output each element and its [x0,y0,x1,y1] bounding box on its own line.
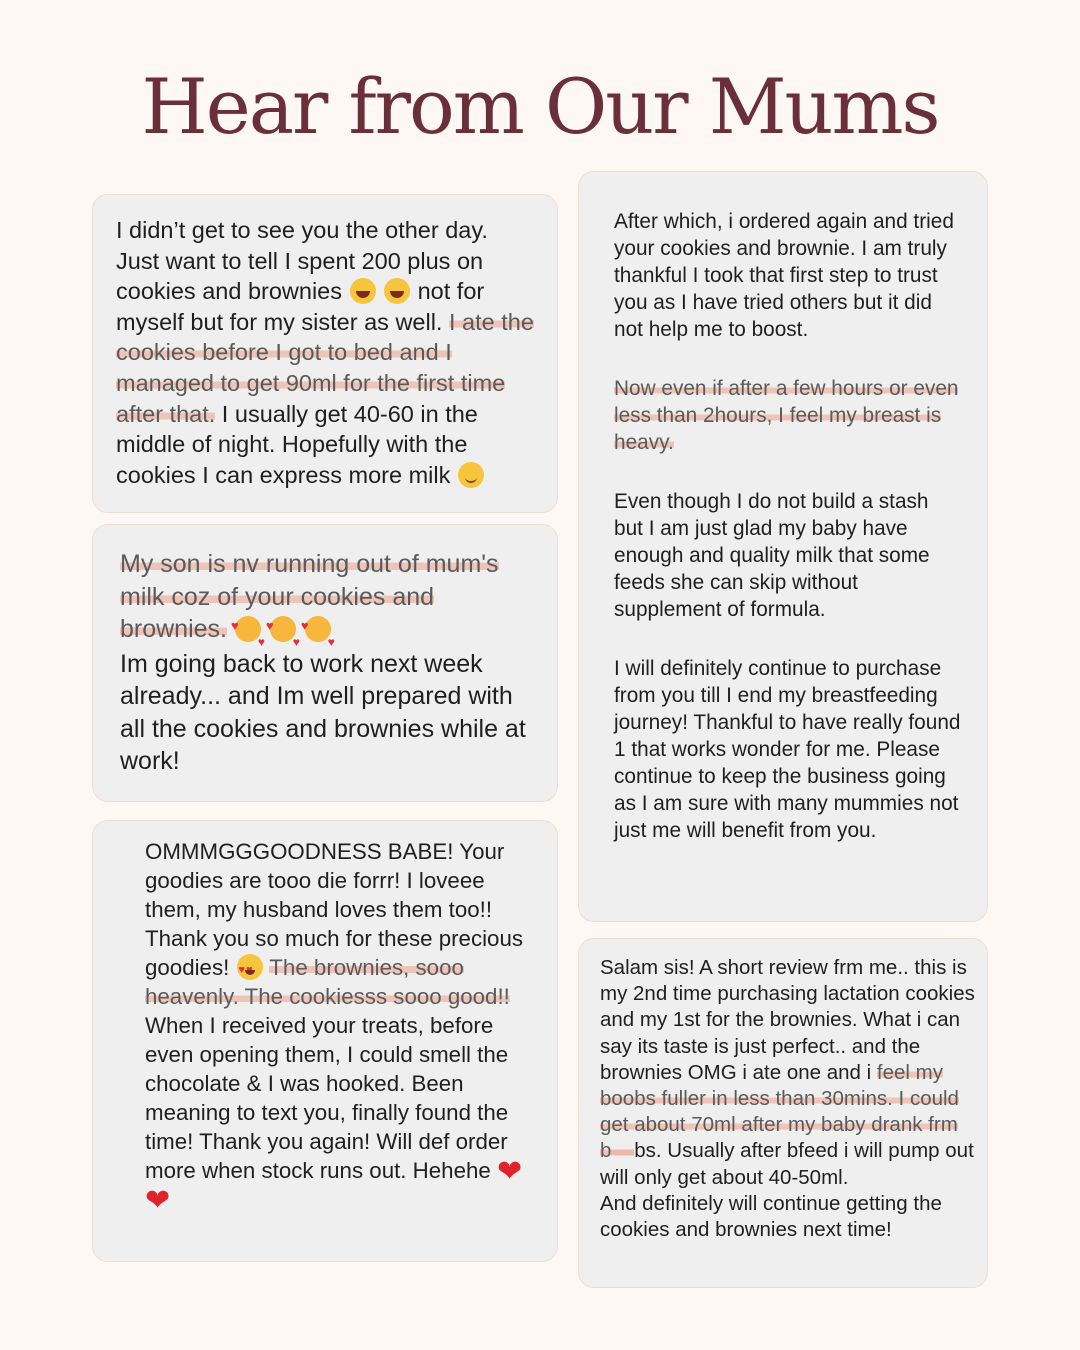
highlighted-text: feel my boobs fuller in less than 30mins. I could get about 70ml after my baby drank frm b [600,1060,959,1163]
laughing-emoji-icon [384,278,410,304]
review-card-5 [578,938,988,1288]
review-paragraph: After which, i ordered again and tried your cookies and brownie. I am truly thankful I took that first step to trust you as I have tried others but it did not help me to boost. [614,210,954,341]
review-text [120,548,539,646]
review-text: I didn’t get to see you the other day. Just want to tell I spent 200 plus on cookies and brownies not for myself but for my sister as well. I ate the cookies before I got to bed and I managed to get 90ml for the first time after that. I usually get 40-60 in the middle of night. Hopefully with the cookies I can express more milk [116,217,534,488]
smiling-emoji-icon [458,462,484,488]
censored-text [611,1139,634,1162]
review-paragraph: Even though I do not build a stash but I am just glad my baby have enough and quality milk that some feeds she can skip without supplement of formula. [614,490,930,621]
highlighted-text: Now even if after a few hours or even less than 2hours, I feel my breast is heavy. [614,377,959,454]
red-heart-icon: ❤ [496,1155,523,1188]
review-card-2 [92,524,558,802]
highlighted-text: I ate the cookies before I got to bed and I managed to get 90ml for the first time after that. [116,308,534,427]
red-heart-icon: ❤ [145,1184,171,1217]
page-title: Hear from Our Mums [141,62,939,151]
review-card-3 [92,820,558,1262]
review-text: Salam sis! A short review frm me.. this is my 2nd time purchasing lactation cookies and my 1st for the brownies. What i can say its taste is just perfect.. and the brownies OMG i ate one and i feel my boobs fuller in less than 30mins. I could get about 70ml after my baby drank frm b bs. Usually after bfeed i will pump out will only get about 40-50ml. [600,956,975,1189]
smiling-face-with-hearts-icon [305,616,331,642]
review-paragraph [614,375,963,456]
laughing-emoji-icon [350,278,376,304]
review-text: And definitely will continue getting the cookies and brownies next time! [600,1191,942,1242]
review-card-4 [578,171,988,922]
highlighted-text: My son is nv running out of mum's milk coz of your cookies and brownies. [120,550,499,643]
review-text: Im going back to work next week already... and Im well prepared with all the cookies and brownies while at work! [120,649,526,775]
review-text: OMMMGGGOODNESS BABE! Your goodies are tooo die forrr! I loveee them, my husband loves them too!! Thank you so much for these precious goodies! ♥ ♥ The brownies, sooo heavenly. The cookiesss sooo good!! When I received your treats, before even opening them, I could smell the chocolate & I was hooked. Been meaning to text you, finally found the time! Thank you again! Will def order more when stock runs out. Hehehe ❤❤ [145,837,529,1214]
smiling-face-with-hearts-icon [270,616,296,642]
smiling-face-with-hearts-icon [235,616,261,642]
highlighted-text: The brownies, sooo heavenly. The cookiesss sooo good!! [145,955,510,1009]
review-card-1 [92,194,558,513]
review-paragraph: I will definitely continue to purchase from you till I end my breastfeeding journey! Thankful to have really found 1 that works wonder for me. Please continue to keep the business going as I am sure with many mummies not just me will benefit from you. [614,657,961,842]
heart-eyes-emoji-icon [237,954,263,980]
